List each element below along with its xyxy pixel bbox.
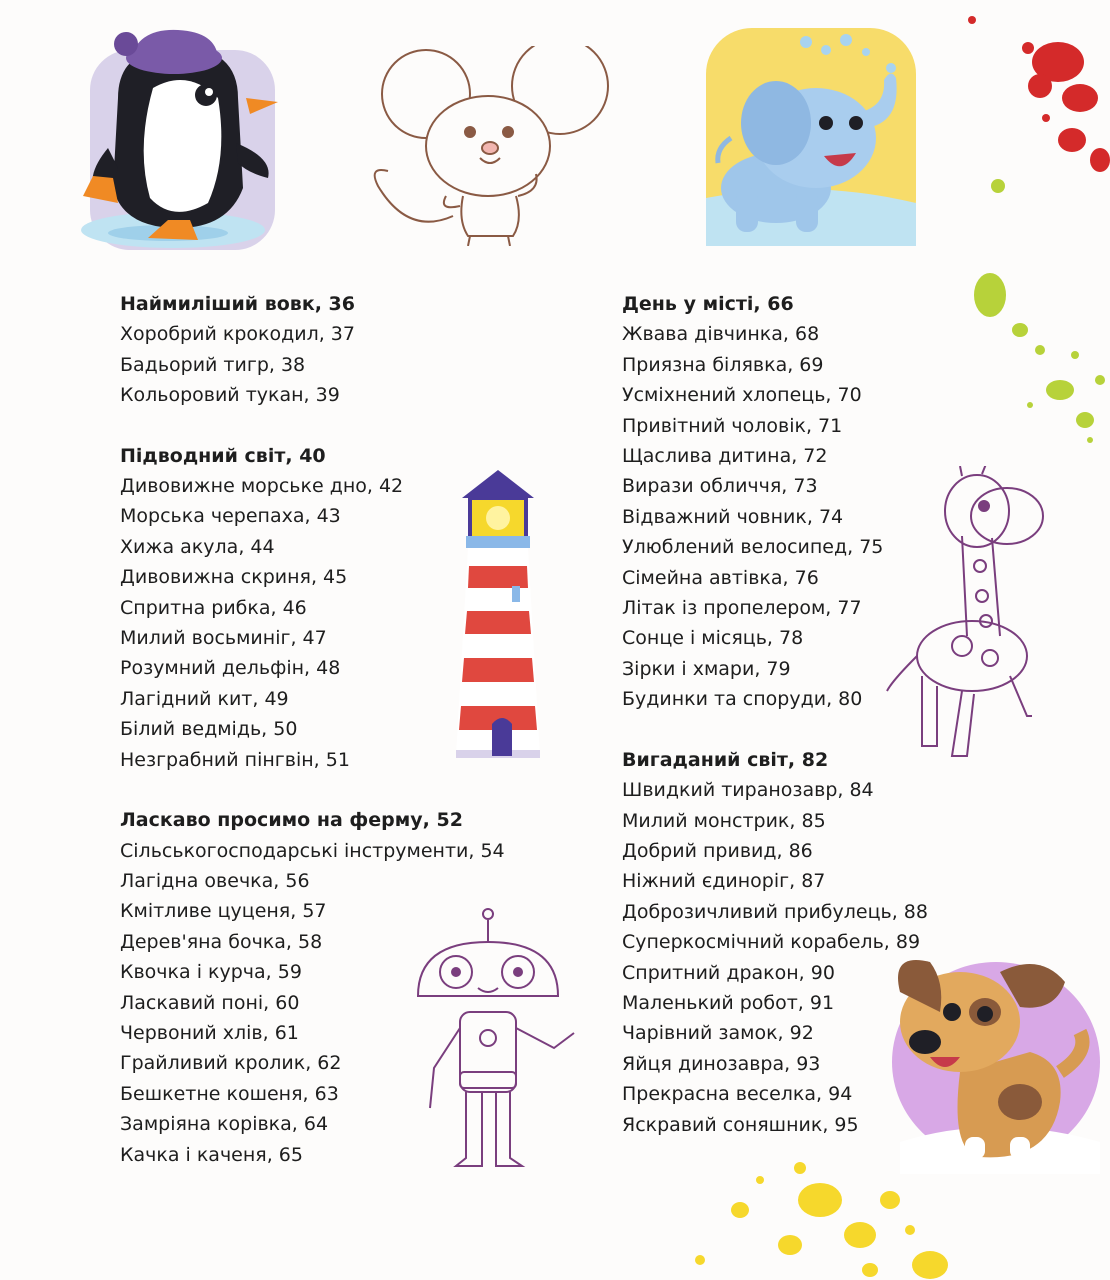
penguin-illustration [78, 28, 288, 250]
toc-entry: Милий восьминіг, 47 [120, 627, 327, 650]
toc-entry: Яйця динозавра, 93 [622, 1052, 821, 1075]
elephant-illustration [706, 28, 916, 246]
toc-entry: Кмітливе цуценя, 57 [120, 900, 327, 923]
toc-entry: Грайливий кролик, 62 [120, 1052, 342, 1075]
toc-entry: Білий ведмідь, 50 [120, 718, 298, 741]
toc-section [622, 289, 942, 715]
toc-entry: Доброзичливий прибулець, 88 [622, 900, 928, 923]
section-heading: Вигаданий світ, 82 [622, 748, 829, 771]
toc-entry: Хоробрий крокодил, 37 [120, 323, 355, 346]
toc-entry: Ніжний єдиноріг, 87 [622, 870, 826, 893]
section-heading: День у місті, 66 [622, 293, 794, 315]
toc-entry: Відважний човник, 74 [622, 505, 844, 528]
toc-entry: Літак із пропелером, 77 [622, 597, 862, 620]
toc-entry: Дивовижна скриня, 45 [120, 566, 348, 589]
toc-entry: Незграбний пінгвін, 51 [120, 748, 350, 771]
toc-entry: Замріяна корівка, 64 [120, 1113, 329, 1136]
toc-entry: Лагідна овечка, 56 [120, 869, 310, 892]
toc-entry: Зірки і хмари, 79 [622, 657, 791, 680]
toc-entry: Яскравий соняшник, 95 [622, 1113, 859, 1136]
toc-entry: Милий монстрик, 85 [622, 809, 826, 832]
toc-entry: Бадьорий тигр, 38 [120, 353, 306, 376]
toc-entry: Щаслива дитина, 72 [622, 445, 828, 468]
yellow-paint-splatter [695, 1162, 948, 1279]
toc-entry: Дерев'яна бочка, 58 [120, 930, 323, 953]
toc-entry: Хижа акула, 44 [120, 535, 275, 558]
toc-entry: Жвава дівчинка, 68 [622, 323, 820, 346]
toc-section [622, 745, 942, 1140]
toc-entry: Розумний дельфін, 48 [120, 657, 341, 680]
section-heading: Ласкаво просимо на ферму, 52 [120, 809, 463, 832]
toc-entry: Качка і каченя, 65 [120, 1143, 303, 1166]
toc-entry: Сонце і місяць, 78 [622, 627, 804, 650]
toc-entry: Дивовижне морське дно, 42 [120, 475, 404, 498]
toc-right-column [622, 289, 942, 1170]
toc-entry: Бешкетне кошеня, 63 [120, 1082, 339, 1105]
toc-entry: Квочка і курча, 59 [120, 961, 302, 984]
red-paint-splatter [968, 16, 1110, 172]
toc-section [120, 289, 540, 411]
toc-entry: Будинки та споруди, 80 [622, 688, 863, 711]
section-heading: Підводний світ, 40 [120, 444, 326, 467]
toc-entry: Червоний хлів, 61 [120, 1021, 299, 1044]
section-heading: Наймиліший вовк, 36 [120, 293, 355, 315]
toc-entry: Сільськогосподарські інструменти, 54 [120, 839, 505, 862]
toc-entry: Ласкавий поні, 60 [120, 991, 300, 1014]
toc-section [120, 441, 540, 775]
toc-entry: Швидкий тиранозавр, 84 [622, 779, 874, 802]
toc-entry: Привітний чоловік, 71 [622, 414, 843, 437]
toc-entry: Вирази обличчя, 73 [622, 475, 818, 498]
toc-entry: Морська черепаха, 43 [120, 505, 341, 528]
toc-entry: Суперкосмічний корабель, 89 [622, 931, 921, 954]
mouse-drawing [368, 46, 616, 246]
toc-entry: Кольоровий тукан, 39 [120, 384, 340, 407]
toc-entry: Приязна білявка, 69 [622, 353, 824, 376]
toc-entry: Лагідний кит, 49 [120, 687, 289, 710]
toc-entry: Спритна рибка, 46 [120, 596, 307, 619]
green-paint-splatter [974, 179, 1105, 443]
toc-entry: Маленький робот, 91 [622, 991, 835, 1014]
toc-entry: Сімейна автівка, 76 [622, 566, 819, 589]
toc-section [120, 805, 540, 1170]
toc-entry: Улюблений велосипед, 75 [622, 536, 884, 559]
toc-entry: Усміхнений хлопець, 70 [622, 384, 862, 407]
toc-left-column [120, 289, 540, 1200]
toc-entry: Спритний дракон, 90 [622, 961, 835, 984]
toc-entry: Добрий привид, 86 [622, 839, 813, 862]
toc-entry: Чарівний замок, 92 [622, 1022, 814, 1045]
toc-entry: Прекрасна веселка, 94 [622, 1083, 853, 1106]
